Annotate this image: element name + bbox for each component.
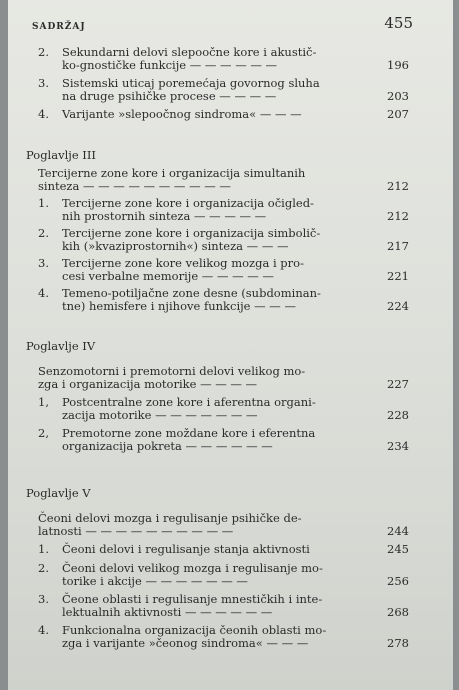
entry-text-line: lektualnih aktivnosti — — — — — — — [62, 605, 273, 619]
entry-page: 224 — [387, 299, 409, 313]
page-header — [28, 14, 413, 38]
toc-entry — [38, 543, 409, 556]
entry-page: 234 — [387, 439, 409, 453]
entry-text-line: Tercijerne zone kore velikog mozga i pro- — [62, 256, 304, 270]
entry-page: 256 — [387, 574, 409, 588]
entry-text-line: organizacija pokreta — — — — — — — [62, 439, 273, 453]
toc-entry — [38, 197, 409, 223]
entry-text-line: torike i akcije — — — — — — — — [62, 574, 248, 588]
entry-text-line: Temeno-potiljačne zone desne (subdominan- — [62, 286, 321, 300]
entry-text-line: Funkcionalna organizacija čeonih oblasti mo- — [62, 623, 327, 637]
entry-text-line: kih (»kvaziprostornih«) sinteza — — — — [62, 239, 289, 253]
entry-text-line: Varijante »slepoočnog sindroma« — — — — [62, 107, 302, 121]
entry-text-line: sinteza — — — — — — — — — — — [38, 179, 231, 193]
entry-page: 221 — [387, 269, 409, 283]
toc-entry — [38, 624, 409, 650]
toc-entry — [38, 396, 409, 422]
entry-text-line: ko-gnostičke funkcije — — — — — — — [62, 58, 278, 72]
entry-page: 203 — [387, 89, 409, 103]
entry-number: 1. — [38, 542, 49, 556]
entry-page: 228 — [387, 408, 409, 422]
entry-text-line: tne) hemisfere i njihove funkcije — — — — [62, 299, 296, 313]
chapter-contents — [38, 167, 409, 313]
entry-text-line: Tercijerne zone kore i organizacija očigled- — [62, 196, 314, 210]
entry-text-line: zga i varijante »čeonog sindroma« — — — — [62, 636, 309, 650]
page-number: 455 — [384, 14, 413, 32]
entry-text-line: zacija motorike — — — — — — — — [62, 408, 258, 422]
entry-number: 4. — [38, 107, 49, 121]
entry-text-line: zga i organizacija motorike — — — — — [38, 377, 258, 391]
toc-entry — [38, 77, 409, 103]
toc-entry — [38, 427, 409, 453]
entry-number: 1. — [38, 196, 49, 210]
entry-text-line: Tercijerne zone kore i organizacija simbolič- — [62, 226, 321, 240]
entry-text-line: Premotorne zone moždane kore i eferentna — [62, 426, 316, 440]
entry-text-line: Čeoni delovi i regulisanje stanja aktivnosti — [62, 542, 310, 556]
toc-entry — [38, 257, 409, 283]
entry-page: 212 — [387, 209, 409, 223]
entry-page: 212 — [387, 179, 409, 193]
entry-text-line: na druge psihičke procese — — — — — [62, 89, 277, 103]
chapter-contents — [38, 365, 409, 453]
entry-page: 278 — [387, 636, 409, 650]
entry-page: 244 — [387, 524, 409, 538]
entry-text-line: latnosti — — — — — — — — — — — [38, 524, 234, 538]
chapter-heading: Poglavlje IV — [26, 339, 96, 353]
toc-entry — [38, 593, 409, 619]
chapter-heading: Poglavlje III — [26, 148, 96, 162]
entry-number: 2. — [38, 561, 49, 575]
entry-text-line: Sekundarni delovi slepoočne kore i akustič- — [62, 45, 317, 59]
entry-text-line: Čeoni delovi mozga i regulisanje psihičke de- — [38, 511, 302, 525]
entry-text-line: nih prostornih sinteza — — — — — — [62, 209, 267, 223]
toc-entry — [38, 227, 409, 253]
chapter-heading: Poglavlje V — [26, 486, 91, 500]
toc-entry — [38, 562, 409, 588]
chapter-contents — [38, 512, 409, 650]
entry-text-line: Senzomotorni i premotorni delovi velikog mo- — [38, 364, 306, 378]
toc-chapter-main — [38, 167, 409, 193]
entry-text-line: cesi verbalne memorije — — — — — — [62, 269, 274, 283]
entry-number: 2. — [38, 226, 49, 240]
entry-number: 1, — [38, 395, 49, 409]
entry-page: 268 — [387, 605, 409, 619]
toc-chapter-main — [38, 365, 409, 391]
entry-page: 245 — [387, 542, 409, 556]
entry-text-line: Čeone oblasti i regulisanje mnestičkih i inte- — [62, 592, 323, 606]
entry-number: 2. — [38, 45, 49, 59]
toc-entry — [38, 108, 409, 121]
toc-entry — [38, 46, 409, 72]
entry-page: 227 — [387, 377, 409, 391]
book-page — [8, 0, 453, 690]
entry-text-line: Tercijerne zone kore i organizacija simultanih — [38, 166, 306, 180]
entry-number: 2, — [38, 426, 49, 440]
entry-number: 3. — [38, 592, 49, 606]
entry-number: 4. — [38, 623, 49, 637]
entry-page: 217 — [387, 239, 409, 253]
entry-page: 196 — [387, 58, 409, 72]
entry-number: 3. — [38, 76, 49, 90]
entry-number: 4. — [38, 286, 49, 300]
section-title: SADRŽAJ — [32, 22, 86, 32]
entry-page: 207 — [387, 107, 409, 121]
toc-entry — [38, 287, 409, 313]
toc-continuation — [38, 46, 409, 121]
entry-text-line: Postcentralne zone kore i aferentna organi- — [62, 395, 316, 409]
toc-chapter-main — [38, 512, 409, 538]
entry-text-line: Sistemski uticaj poremećaja govornog sluha — [62, 76, 320, 90]
entry-number: 3. — [38, 256, 49, 270]
entry-text-line: Čeoni delovi velikog mozga i regulisanje mo- — [62, 561, 323, 575]
